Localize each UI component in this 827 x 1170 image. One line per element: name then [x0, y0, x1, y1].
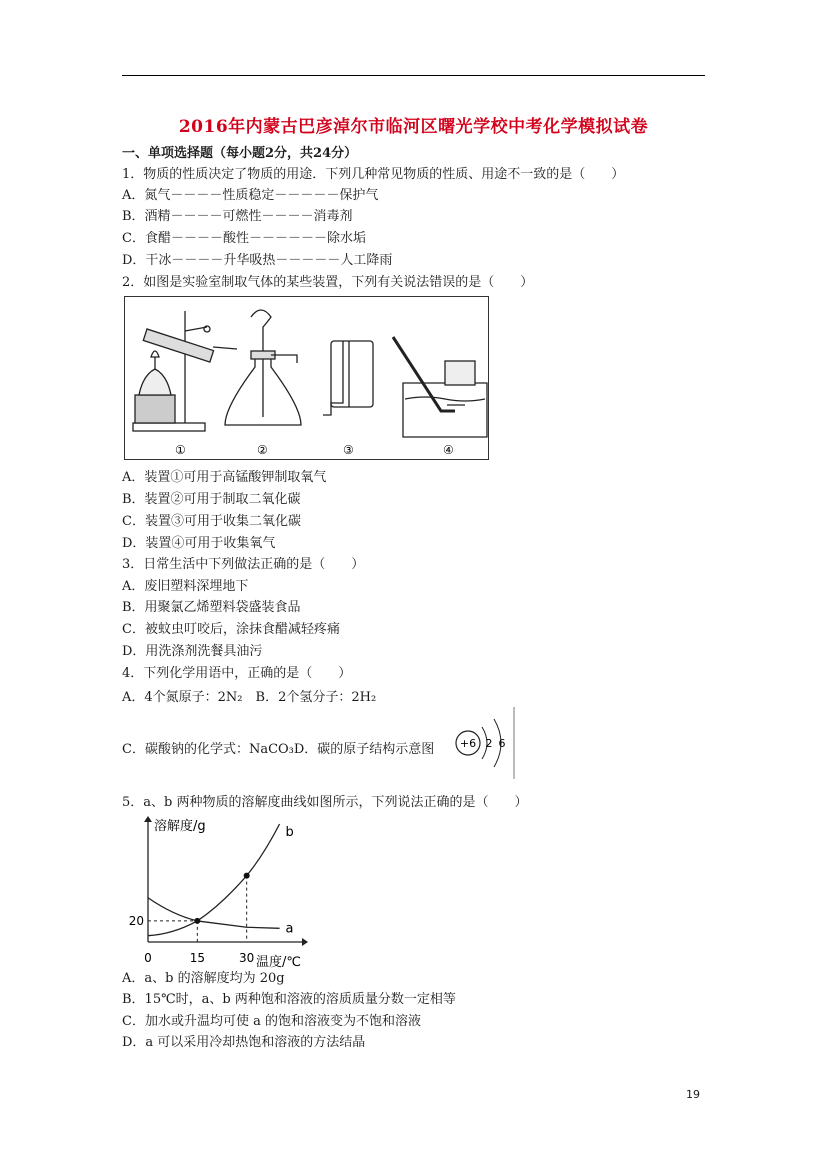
q1-stem: 1．物质的性质决定了物质的用途．下列几种常见物质的性质、用途不一致的是（ ） — [122, 167, 625, 182]
q3-option-a: A．废旧塑料深埋地下 — [122, 579, 249, 594]
series-curve-a — [148, 898, 280, 929]
q4-stem: 4．下列化学用语中，正确的是（ ） — [122, 666, 352, 681]
x-tick-label-0: 0 — [144, 951, 152, 965]
q1-option-a: A．氮气－－－－性质稳定－－－－－保护气 — [122, 188, 379, 203]
y-tick-label-0: 20 — [128, 913, 144, 928]
header-rule — [122, 75, 705, 76]
q1-option-b: B．酒精－－－－可燃性－－－－消毒剂 — [122, 209, 353, 224]
q3-stem: 3．日常生活中下列做法正确的是（ ） — [122, 557, 365, 572]
section-heading: 一、单项选择题（每小题2分，共24分） — [122, 146, 358, 161]
shell1-electrons: 2 — [485, 737, 493, 750]
q2-option-d: D．装置④可用于收集氧气 — [122, 536, 276, 551]
page-number: 19 — [686, 1088, 700, 1101]
q5-stem: 5．a、b 两种物质的溶解度曲线如图所示，下列说法正确的是（ ） — [122, 795, 528, 810]
nucleus-charge: +6 — [459, 737, 477, 750]
apparatus-label-1: ① — [175, 443, 186, 457]
q2-option-b: B．装置②可用于制取二氧化碳 — [122, 492, 301, 507]
q5-option-a: A．a、b 的溶解度均为 20g — [122, 971, 285, 986]
q2-option-c: C．装置③可用于收集二氧化碳 — [122, 514, 301, 529]
series-label-b: b — [285, 825, 294, 840]
apparatus-figure — [124, 296, 489, 460]
x-axis-label: 温度/℃ — [256, 955, 301, 970]
y-axis-label: 溶解度/g — [154, 819, 206, 834]
x-axis-arrow — [302, 938, 308, 946]
q3-option-d: D．用洗涤剂洗餐具油污 — [122, 644, 263, 659]
shell2-electrons: 6 — [498, 737, 506, 750]
apparatus-label-2: ② — [257, 443, 268, 457]
q3-option-c: C．被蚊虫叮咬后，涂抹食醋减轻疼痛 — [122, 622, 340, 637]
q1-option-c: C．食醋－－－－酸性－－－－－－除水垢 — [122, 231, 366, 246]
q4-option-ab: A．4个氮原子：2N₂ B．2个氢分子：2H₂ — [122, 690, 377, 705]
solubility-chart — [128, 814, 312, 970]
q5-option-c: C．加水或升温均可使 a 的饱和溶液变为不饱和溶液 — [122, 1014, 421, 1029]
q2-option-a: A．装置①可用于高锰酸钾制取氧气 — [122, 470, 327, 485]
series-label-a: a — [285, 921, 294, 937]
apparatus-3 — [323, 341, 373, 415]
apparatus-4 — [393, 337, 487, 437]
carbon-atom-diagram — [452, 705, 516, 781]
apparatus-1 — [133, 311, 237, 431]
marked-point-1 — [244, 873, 250, 879]
x-tick-label-2: 30 — [239, 951, 255, 965]
y-axis-arrow — [144, 816, 152, 822]
page-title: 2016年内蒙古巴彦淖尔市临河区曙光学校中考化学模拟试卷 — [178, 117, 649, 137]
series-curve-b — [148, 824, 280, 936]
marked-point-0 — [194, 918, 200, 924]
q4-option-cd: C．碳酸钠的化学式：NaCO₃D．碳的原子结构示意图 — [122, 742, 435, 757]
q5-option-d: D．a 可以采用冷却热饱和溶液的方法结晶 — [122, 1035, 366, 1050]
q2-stem: 2．如图是实验室制取气体的某些装置，下列有关说法错误的是（ ） — [122, 275, 534, 290]
q5-option-b: B．15℃时，a、b 两种饱和溶液的溶质质量分数一定相等 — [122, 992, 456, 1007]
q1-option-d: D．干冰－－－－升华吸热－－－－－人工降雨 — [122, 253, 393, 268]
q3-option-b: B．用聚氯乙烯塑料袋盛装食品 — [122, 600, 301, 615]
x-tick-label-1: 15 — [189, 951, 205, 965]
apparatus-label-4: ④ — [443, 443, 454, 457]
apparatus-2 — [225, 310, 301, 425]
apparatus-drawing — [125, 297, 490, 461]
apparatus-label-3: ③ — [343, 443, 354, 457]
